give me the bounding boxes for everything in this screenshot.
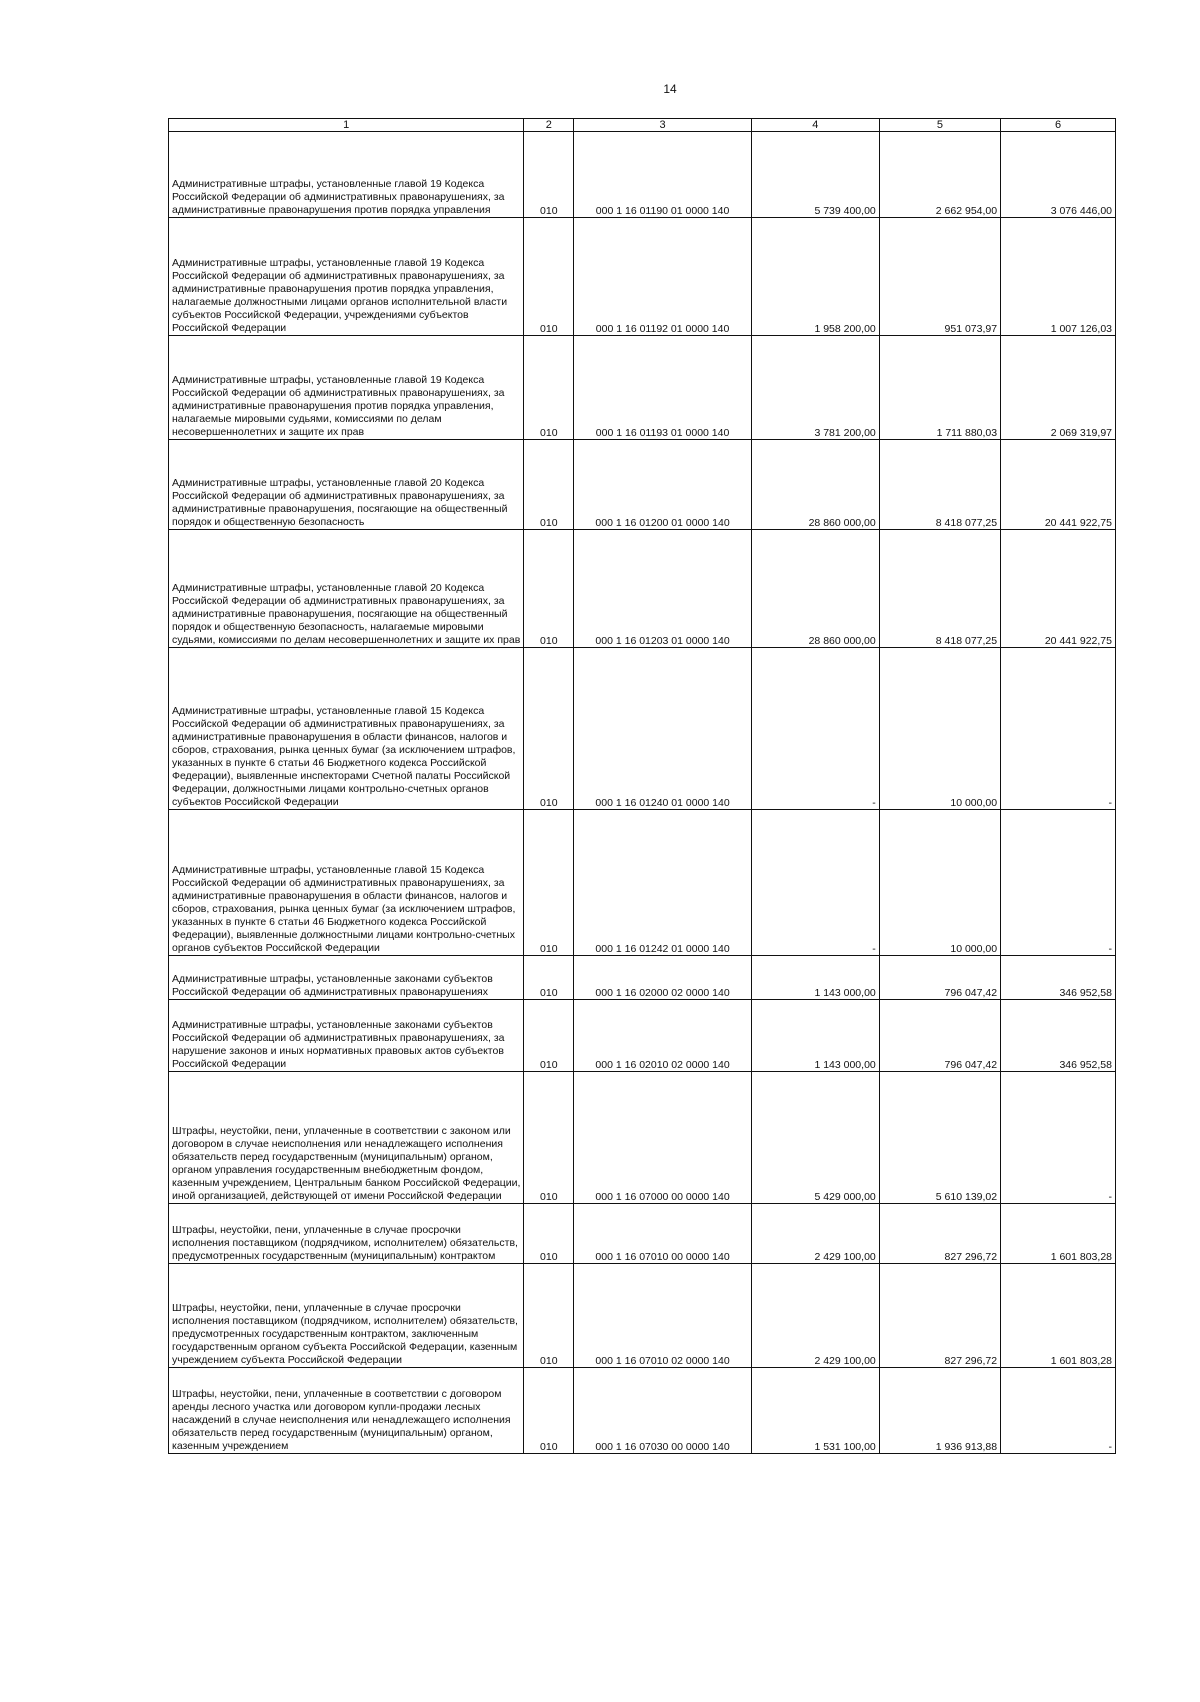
row-line-code: 010: [524, 1204, 574, 1264]
row-executed-amount: 796 047,42: [879, 1000, 1000, 1072]
row-executed-amount: 827 296,72: [879, 1204, 1000, 1264]
row-unexecuted-amount: -: [1001, 1368, 1116, 1454]
table-body: [169, 119, 1116, 1454]
row-line-code: 010: [524, 648, 574, 810]
column-header: 3: [574, 119, 752, 132]
row-planned-amount: -: [751, 810, 879, 956]
row-unexecuted-amount: -: [1001, 1072, 1116, 1204]
row-line-code: 010: [524, 810, 574, 956]
row-line-code: 010: [524, 956, 574, 1000]
row-budget-code: 000 1 16 01193 01 0000 140: [574, 336, 752, 440]
column-header: 1: [169, 119, 524, 132]
column-header: 6: [1001, 119, 1116, 132]
row-executed-amount: 8 418 077,25: [879, 530, 1000, 648]
row-budget-code: 000 1 16 01203 01 0000 140: [574, 530, 752, 648]
row-line-code: 010: [524, 1264, 574, 1368]
row-planned-amount: 3 781 200,00: [751, 336, 879, 440]
row-description: Административные штрафы, установленные главой 20 Кодекса Российской Федерации об административных правонарушениях, за административные правонарушения, посягающие на общественный порядок и общественную безопасность: [169, 440, 524, 530]
row-executed-amount: 8 418 077,25: [879, 440, 1000, 530]
row-unexecuted-amount: 2 069 319,97: [1001, 336, 1116, 440]
row-budget-code: 000 1 16 01200 01 0000 140: [574, 440, 752, 530]
row-line-code: 010: [524, 336, 574, 440]
row-executed-amount: 5 610 139,02: [879, 1072, 1000, 1204]
row-planned-amount: 28 860 000,00: [751, 440, 879, 530]
row-planned-amount: 28 860 000,00: [751, 530, 879, 648]
row-line-code: 010: [524, 1000, 574, 1072]
row-executed-amount: 796 047,42: [879, 956, 1000, 1000]
table-row: [169, 956, 1116, 1000]
row-executed-amount: 10 000,00: [879, 810, 1000, 956]
column-header: 5: [879, 119, 1000, 132]
table-row: [169, 132, 1116, 218]
row-budget-code: 000 1 16 07000 00 0000 140: [574, 1072, 752, 1204]
row-unexecuted-amount: 20 441 922,75: [1001, 530, 1116, 648]
row-description: Административные штрафы, установленные главой 19 Кодекса Российской Федерации об административных правонарушениях, за административные правонарушения против порядка управления, налагаемые должностными лицами органов исполнительной власти субъектов Российской Федерации, учреждениями субъектов Российской Федерации: [169, 218, 524, 336]
table-row: [169, 648, 1116, 810]
column-number-row: [169, 119, 1116, 132]
column-header: 4: [751, 119, 879, 132]
row-executed-amount: 951 073,97: [879, 218, 1000, 336]
row-unexecuted-amount: 3 076 446,00: [1001, 132, 1116, 218]
row-line-code: 010: [524, 218, 574, 336]
row-planned-amount: -: [751, 648, 879, 810]
row-budget-code: 000 1 16 01190 01 0000 140: [574, 132, 752, 218]
row-line-code: 010: [524, 1072, 574, 1204]
row-line-code: 010: [524, 530, 574, 648]
row-unexecuted-amount: 1 007 126,03: [1001, 218, 1116, 336]
row-unexecuted-amount: 20 441 922,75: [1001, 440, 1116, 530]
row-executed-amount: 827 296,72: [879, 1264, 1000, 1368]
row-description: Административные штрафы, установленные законами субъектов Российской Федерации об административных правонарушениях: [169, 956, 524, 1000]
row-executed-amount: 2 662 954,00: [879, 132, 1000, 218]
row-budget-code: 000 1 16 01242 01 0000 140: [574, 810, 752, 956]
row-budget-code: 000 1 16 07010 02 0000 140: [574, 1264, 752, 1368]
row-unexecuted-amount: 1 601 803,28: [1001, 1204, 1116, 1264]
row-budget-code: 000 1 16 02010 02 0000 140: [574, 1000, 752, 1072]
table-row: [169, 1204, 1116, 1264]
row-planned-amount: 1 143 000,00: [751, 956, 879, 1000]
row-planned-amount: 2 429 100,00: [751, 1264, 879, 1368]
row-executed-amount: 1 711 880,03: [879, 336, 1000, 440]
column-header: 2: [524, 119, 574, 132]
row-unexecuted-amount: 1 601 803,28: [1001, 1264, 1116, 1368]
row-description: Штрафы, неустойки, пени, уплаченные в случае просрочки исполнения поставщиком (подрядчиком, исполнителем) обязательств, предусмотренных государственным (муниципальным) контрактом: [169, 1204, 524, 1264]
row-budget-code: 000 1 16 01192 01 0000 140: [574, 218, 752, 336]
row-budget-code: 000 1 16 07030 00 0000 140: [574, 1368, 752, 1454]
table-row: [169, 810, 1116, 956]
row-planned-amount: 1 958 200,00: [751, 218, 879, 336]
row-description: Штрафы, неустойки, пени, уплаченные в соответствии с договором аренды лесного участка или договором купли-продажи лесных насаждений в случае неисполнения или ненадлежащего исполнения обязательств перед государственным (муниципальным) органом, казенным учреждением: [169, 1368, 524, 1454]
row-description: Административные штрафы, установленные главой 15 Кодекса Российской Федерации об административных правонарушениях, за административные правонарушения в области финансов, налогов и сборов, страхования, рынка ценных бумаг (за исключением штрафов, указанных в пункте 6 статьи 46 Бюджетного кодекса Российской Федерации), выявленные должностными лицами контрольно-счетных органов субъектов Российской Федерации: [169, 810, 524, 956]
row-planned-amount: 1 143 000,00: [751, 1000, 879, 1072]
row-description: Штрафы, неустойки, пени, уплаченные в соответствии с законом или договором в случае неисполнения или ненадлежащего исполнения обязательств перед государственным (муниципальным) органом, органом управления государственным внебюджетным фондом, казенным учреждением, Центральным банком Российской Федерации, иной организацией, действующей от имени Российской Федерации: [169, 1072, 524, 1204]
table-row: [169, 218, 1116, 336]
table-row: [169, 1368, 1116, 1454]
row-planned-amount: 1 531 100,00: [751, 1368, 879, 1454]
revenue-table: [168, 118, 1116, 1454]
row-budget-code: 000 1 16 02000 02 0000 140: [574, 956, 752, 1000]
row-planned-amount: 2 429 100,00: [751, 1204, 879, 1264]
row-unexecuted-amount: -: [1001, 810, 1116, 956]
row-unexecuted-amount: 346 952,58: [1001, 956, 1116, 1000]
row-line-code: 010: [524, 440, 574, 530]
table-row: [169, 336, 1116, 440]
row-executed-amount: 1 936 913,88: [879, 1368, 1000, 1454]
row-budget-code: 000 1 16 01240 01 0000 140: [574, 648, 752, 810]
row-description: Административные штрафы, установленные главой 20 Кодекса Российской Федерации об административных правонарушениях, за административные правонарушения, посягающие на общественный порядок и общественную безопасность, налагаемые мировыми судьями, комиссиями по делам несовершеннолетних и защите их прав: [169, 530, 524, 648]
row-budget-code: 000 1 16 07010 00 0000 140: [574, 1204, 752, 1264]
row-unexecuted-amount: -: [1001, 648, 1116, 810]
row-description: Административные штрафы, установленные главой 19 Кодекса Российской Федерации об административных правонарушениях, за административные правонарушения против порядка управления, налагаемые мировыми судьями, комиссиями по делам несовершеннолетних и защите их прав: [169, 336, 524, 440]
row-line-code: 010: [524, 132, 574, 218]
row-unexecuted-amount: 346 952,58: [1001, 1000, 1116, 1072]
row-description: Штрафы, неустойки, пени, уплаченные в случае просрочки исполнения поставщиком (подрядчиком, исполнителем) обязательств, предусмотренных государственным контрактом, заключенным государственным органом субъекта Российской Федерации, казенным учреждением субъекта Российской Федерации: [169, 1264, 524, 1368]
row-description: Административные штрафы, установленные законами субъектов Российской Федерации об административных правонарушениях, за нарушение законов и иных нормативных правовых актов субъектов Российской Федерации: [169, 1000, 524, 1072]
table-row: [169, 440, 1116, 530]
table-row: [169, 1000, 1116, 1072]
table-row: [169, 1264, 1116, 1368]
row-executed-amount: 10 000,00: [879, 648, 1000, 810]
table-row: [169, 1072, 1116, 1204]
table-row: [169, 530, 1116, 648]
row-planned-amount: 5 739 400,00: [751, 132, 879, 218]
row-description: Административные штрафы, установленные главой 19 Кодекса Российской Федерации об административных правонарушениях, за административные правонарушения против порядка управления: [169, 132, 524, 218]
row-description: Административные штрафы, установленные главой 15 Кодекса Российской Федерации об административных правонарушениях, за административные правонарушения в области финансов, налогов и сборов, страхования, рынка ценных бумаг (за исключением штрафов, указанных в пункте 6 статьи 46 Бюджетного кодекса Российской Федерации), выявленные инспекторами Счетной палаты Российской Федерации, должностными лицами контрольно-счетных органов субъектов Российской Федерации: [169, 648, 524, 810]
row-line-code: 010: [524, 1368, 574, 1454]
page-number: 14: [663, 82, 677, 96]
row-planned-amount: 5 429 000,00: [751, 1072, 879, 1204]
